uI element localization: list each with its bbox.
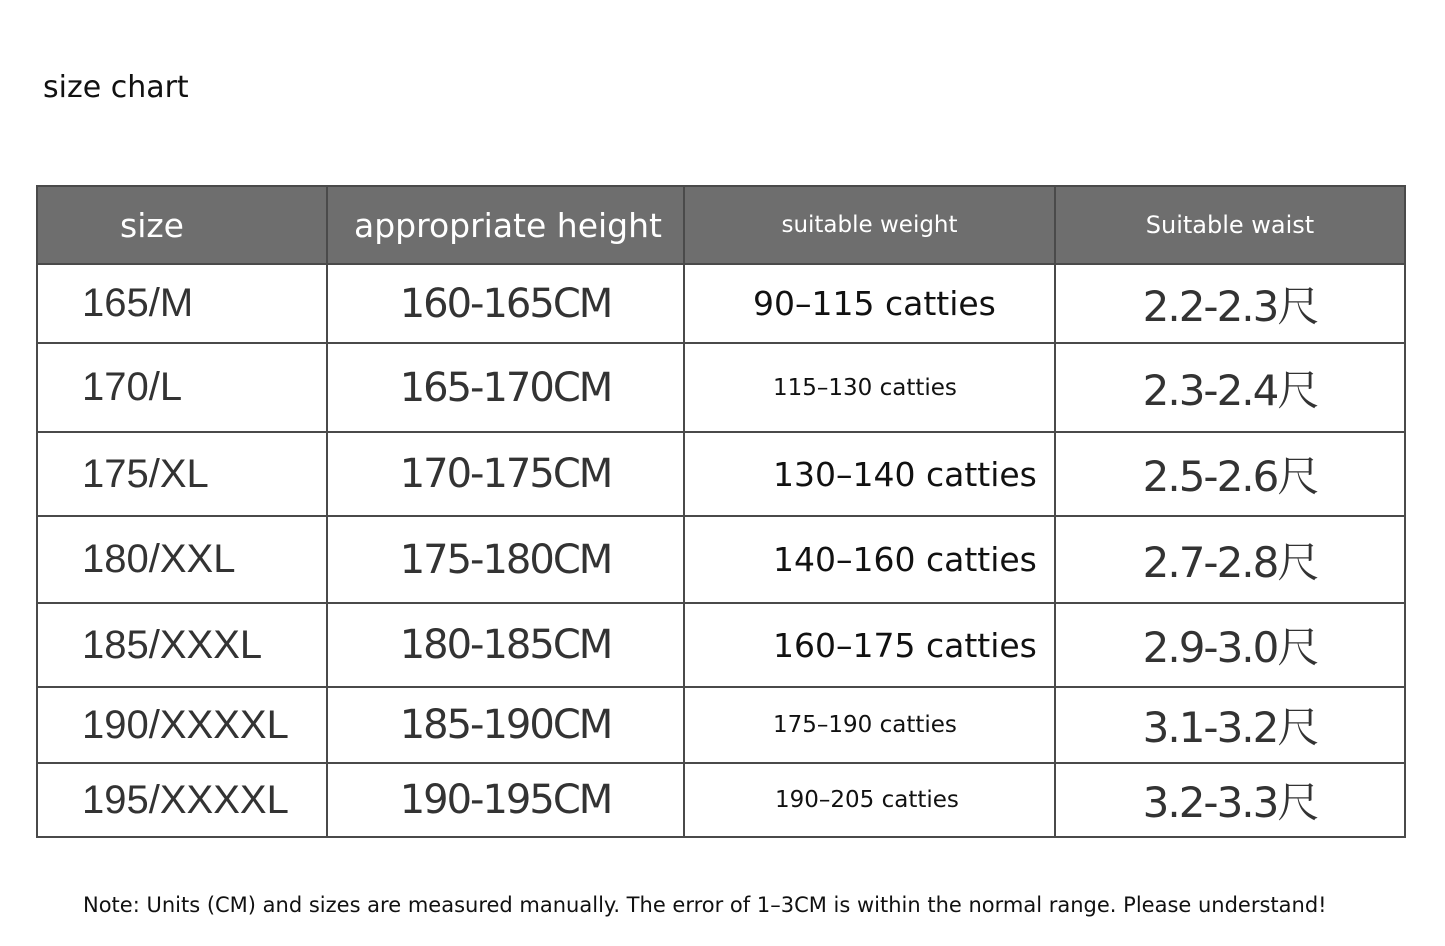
table-row xyxy=(37,432,1405,516)
height-cell: 180-185CM xyxy=(327,603,684,687)
weight-cell: 140–160 catties xyxy=(684,516,1055,603)
size-cell: 190/XXXXL xyxy=(37,687,327,763)
waist-cell: 2.3-2.4尺 xyxy=(1055,343,1405,432)
header-height: appropriate height xyxy=(327,186,684,264)
header-waist: Suitable waist xyxy=(1055,186,1405,264)
table-row xyxy=(37,763,1405,837)
weight-cell: 130–140 catties xyxy=(684,432,1055,516)
weight-cell: 90–115 catties xyxy=(684,264,1055,343)
height-cell: 165-170CM xyxy=(327,343,684,432)
weight-cell: 115–130 catties xyxy=(684,343,1055,432)
weight-cell: 190–205 catties xyxy=(684,763,1055,837)
size-cell: 175/XL xyxy=(37,432,327,516)
waist-cell: 2.7-2.8尺 xyxy=(1055,516,1405,603)
waist-cell: 3.1-3.2尺 xyxy=(1055,687,1405,763)
weight-cell: 160–175 catties xyxy=(684,603,1055,687)
table-row xyxy=(37,343,1405,432)
header-weight: suitable weight xyxy=(684,186,1055,264)
weight-cell: 175–190 catties xyxy=(684,687,1055,763)
height-cell: 190-195CM xyxy=(327,763,684,837)
size-cell: 170/L xyxy=(37,343,327,432)
waist-cell: 3.2-3.3尺 xyxy=(1055,763,1405,837)
waist-cell: 2.2-2.3尺 xyxy=(1055,264,1405,343)
size-chart-table xyxy=(36,185,1406,838)
size-cell: 185/XXXL xyxy=(37,603,327,687)
table-row xyxy=(37,603,1405,687)
table-row xyxy=(37,687,1405,763)
table-row xyxy=(37,516,1405,603)
table-header-row xyxy=(37,186,1405,264)
size-cell: 195/XXXXL xyxy=(37,763,327,837)
size-cell: 165/M xyxy=(37,264,327,343)
header-size: size xyxy=(37,186,327,264)
waist-cell: 2.5-2.6尺 xyxy=(1055,432,1405,516)
table-row xyxy=(37,264,1405,343)
size-cell: 180/XXL xyxy=(37,516,327,603)
height-cell: 175-180CM xyxy=(327,516,684,603)
height-cell: 160-165CM xyxy=(327,264,684,343)
height-cell: 185-190CM xyxy=(327,687,684,763)
height-cell: 170-175CM xyxy=(327,432,684,516)
waist-cell: 2.9-3.0尺 xyxy=(1055,603,1405,687)
footnote: Note: Units (CM) and sizes are measured manually. The error of 1–3CM is within the normal range. Please understand! xyxy=(83,893,1327,917)
page-title: size chart xyxy=(43,70,189,105)
